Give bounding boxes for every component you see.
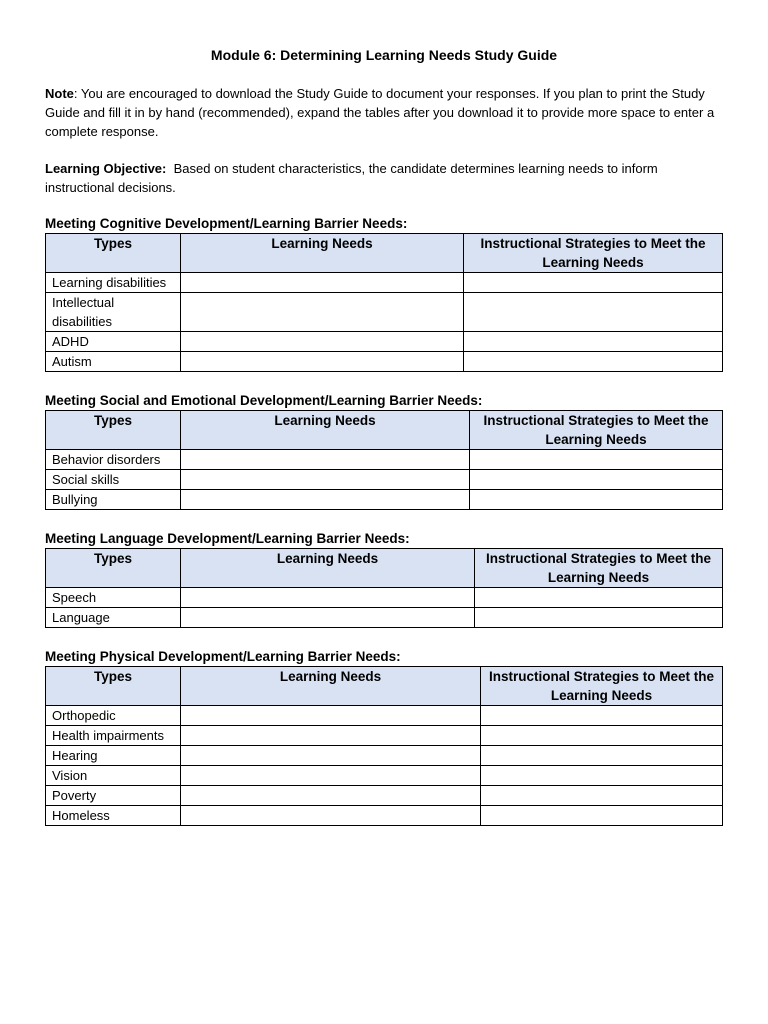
strategies-header: Instructional Strategies to Meet the Learning Needs <box>481 667 723 706</box>
learning-needs-header: Learning Needs <box>181 549 475 588</box>
cognitive-table <box>45 233 723 372</box>
social-emotional-table <box>45 410 723 510</box>
types-header: Types <box>46 667 181 706</box>
learning-needs-cell[interactable] <box>181 706 481 726</box>
page-title: Module 6: Determining Learning Needs Study Guide <box>210 47 558 63</box>
learning-needs-cell[interactable] <box>181 786 481 806</box>
cognitive-section-heading: Meeting Cognitive Development/Learning Barrier Needs: <box>45 216 408 231</box>
strategies-cell[interactable] <box>481 766 723 786</box>
row-type-label: Health impairments <box>46 726 181 746</box>
strategies-cell[interactable] <box>481 786 723 806</box>
social-emotional-section-heading: Meeting Social and Emotional Development/Learning Barrier Needs: <box>45 393 483 408</box>
row-type-label: Homeless <box>46 806 181 826</box>
table-row <box>46 746 723 766</box>
learning-needs-cell[interactable] <box>181 273 464 293</box>
objective-paragraph <box>45 159 723 197</box>
table-row <box>46 706 723 726</box>
types-header: Types <box>46 549 181 588</box>
table-row <box>46 786 723 806</box>
strategies-cell[interactable] <box>464 332 723 352</box>
types-header: Types <box>46 234 181 273</box>
strategies-cell[interactable] <box>481 746 723 766</box>
strategies-cell[interactable] <box>464 293 723 332</box>
learning-needs-cell[interactable] <box>181 352 464 372</box>
strategies-cell[interactable] <box>470 470 723 490</box>
physical-section-heading: Meeting Physical Development/Learning Barrier Needs: <box>45 649 401 664</box>
learning-needs-cell[interactable] <box>181 450 470 470</box>
row-type-label: Language <box>46 608 181 628</box>
learning-needs-cell[interactable] <box>181 746 481 766</box>
learning-needs-cell[interactable] <box>181 726 481 746</box>
strategies-cell[interactable] <box>481 806 723 826</box>
strategies-cell[interactable] <box>470 490 723 510</box>
table-header-row <box>46 411 723 450</box>
table-row <box>46 332 723 352</box>
table-header-row <box>46 234 723 273</box>
row-type-label: Social skills <box>46 470 181 490</box>
row-type-label: Speech <box>46 588 181 608</box>
strategies-header: Instructional Strategies to Meet the Learning Needs <box>464 234 723 273</box>
strategies-cell[interactable] <box>481 726 723 746</box>
strategies-cell[interactable] <box>464 352 723 372</box>
table-row <box>46 470 723 490</box>
learning-needs-header: Learning Needs <box>181 667 481 706</box>
learning-needs-cell[interactable] <box>181 588 475 608</box>
strategies-cell[interactable] <box>470 450 723 470</box>
table-row <box>46 490 723 510</box>
table-header-row <box>46 549 723 588</box>
table-row <box>46 450 723 470</box>
learning-needs-cell[interactable] <box>181 332 464 352</box>
learning-needs-header: Learning Needs <box>181 234 464 273</box>
objective-label: Learning Objective: <box>45 161 167 176</box>
objective-text: Based on student characteristics, the candidate determines learning needs to inform instructional decisions. <box>45 161 662 195</box>
language-section-heading: Meeting Language Development/Learning Barrier Needs: <box>45 531 410 546</box>
table-row <box>46 726 723 746</box>
learning-needs-cell[interactable] <box>181 490 470 510</box>
strategies-cell[interactable] <box>464 273 723 293</box>
table-row <box>46 806 723 826</box>
learning-needs-cell[interactable] <box>181 470 470 490</box>
row-type-label: Autism <box>46 352 181 372</box>
table-row <box>46 608 723 628</box>
row-type-label: Poverty <box>46 786 181 806</box>
row-type-label: Learning disabilities <box>46 273 181 293</box>
table-row <box>46 352 723 372</box>
learning-needs-cell[interactable] <box>181 806 481 826</box>
learning-needs-cell[interactable] <box>181 293 464 332</box>
row-type-label: Hearing <box>46 746 181 766</box>
row-type-label: ADHD <box>46 332 181 352</box>
row-type-label: Orthopedic <box>46 706 181 726</box>
learning-needs-cell[interactable] <box>181 766 481 786</box>
learning-needs-header: Learning Needs <box>181 411 470 450</box>
note-text: : You are encouraged to download the Study Guide to document your responses. If you plan to print the Study Guide and fill it in by hand (recommended), expand the tables after you download it to provide more space to enter a complete response. <box>45 86 715 139</box>
strategies-cell[interactable] <box>475 608 723 628</box>
note-label: Note <box>45 86 74 101</box>
language-table <box>45 548 723 628</box>
table-header-row <box>46 667 723 706</box>
table-row <box>46 293 723 332</box>
types-header: Types <box>46 411 181 450</box>
learning-needs-cell[interactable] <box>181 608 475 628</box>
row-type-label: Intellectual disabilities <box>46 293 181 332</box>
table-row <box>46 273 723 293</box>
row-type-label: Behavior disorders <box>46 450 181 470</box>
table-row <box>46 588 723 608</box>
table-row <box>46 766 723 786</box>
strategies-cell[interactable] <box>481 706 723 726</box>
row-type-label: Bullying <box>46 490 181 510</box>
strategies-header: Instructional Strategies to Meet the Learning Needs <box>470 411 723 450</box>
row-type-label: Vision <box>46 766 181 786</box>
study-guide-page <box>45 46 723 846</box>
physical-table <box>45 666 723 826</box>
note-paragraph <box>45 84 723 141</box>
strategies-cell[interactable] <box>475 588 723 608</box>
strategies-header: Instructional Strategies to Meet the Learning Needs <box>475 549 723 588</box>
